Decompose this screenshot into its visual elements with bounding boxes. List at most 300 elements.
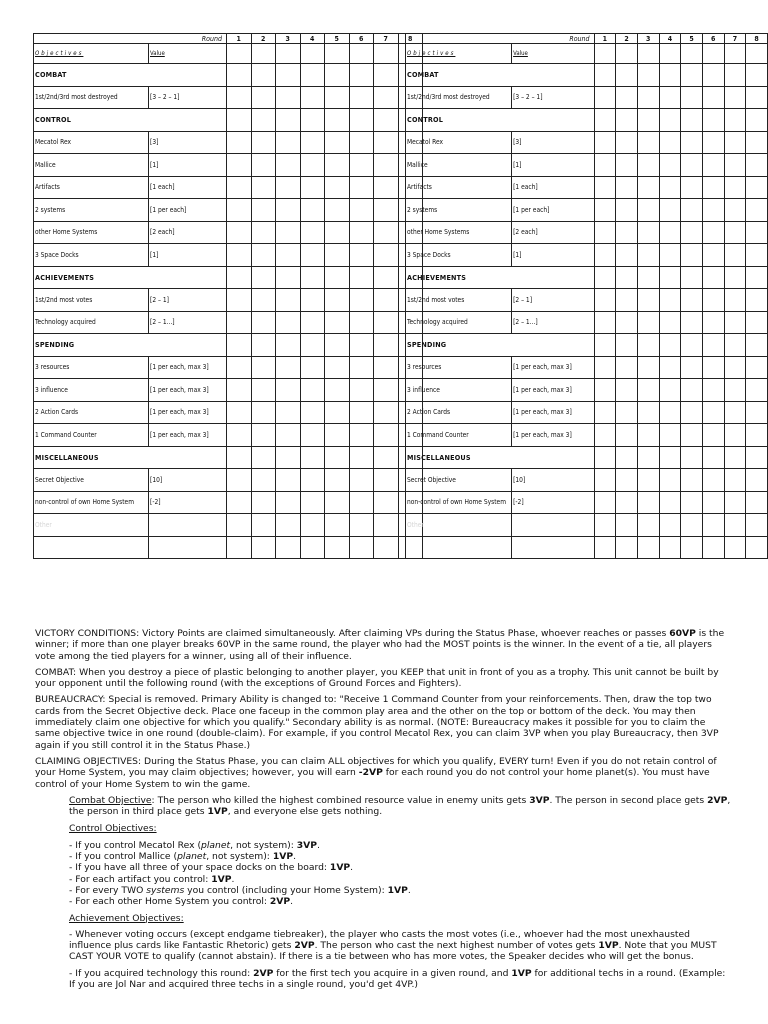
round-cell [637, 131, 659, 154]
round-cell [637, 44, 659, 64]
objective-label: 2 Action Cards [34, 401, 149, 424]
round-cell [616, 469, 638, 492]
round-cell [300, 469, 325, 492]
objective-label: Mallice [34, 154, 149, 177]
round-cell [681, 469, 703, 492]
round-number: 6 [702, 34, 724, 44]
objective-label: 3 Space Docks [34, 244, 149, 267]
round-cell [325, 221, 350, 244]
round-cell [594, 64, 616, 87]
round-number: 8 [398, 34, 423, 44]
round-cell [349, 109, 374, 132]
control-objective-item: - If you control Mecatol Rex (planet, not system): 3VP. [69, 839, 320, 851]
objective-label: other Home Systems [34, 221, 149, 244]
category-row [406, 64, 768, 87]
round-cell [746, 44, 768, 64]
round-cell [637, 491, 659, 514]
round-cell [659, 176, 681, 199]
round-cell [251, 289, 276, 312]
round-cell [276, 44, 301, 64]
objective-label: other Home Systems [406, 221, 512, 244]
round-cell [746, 266, 768, 289]
value-header: Value [512, 44, 594, 64]
category-row [406, 109, 768, 132]
category-label: ACHIEVEMENTS [34, 266, 227, 289]
round-cell [702, 154, 724, 177]
round-cell [724, 356, 746, 379]
round-cell [746, 356, 768, 379]
objective-value: [1 per each] [149, 199, 227, 222]
round-cell [276, 446, 301, 469]
round-cell [251, 109, 276, 132]
control-objective-item: - For every TWO systems you control (including your Home System): 1VP. [69, 884, 411, 896]
achievement-objectives-title: Achievement Objectives: [69, 912, 184, 924]
round-cell [681, 424, 703, 447]
round-cell [637, 64, 659, 87]
round-cell [349, 536, 374, 559]
round-cell [251, 469, 276, 492]
round-cell [616, 424, 638, 447]
objective-row [34, 424, 423, 447]
round-cell [746, 64, 768, 87]
round-cell [637, 289, 659, 312]
objective-value: [1 each] [512, 176, 594, 199]
round-cell [746, 514, 768, 537]
objective-value: [2 – 1...] [512, 311, 594, 334]
round-cell [276, 356, 301, 379]
round-cell [374, 64, 399, 87]
round-cell [681, 244, 703, 267]
round-cell [227, 311, 252, 334]
objective-tracker-right [405, 33, 768, 559]
objective-label: non-control of own Home System [406, 491, 512, 514]
round-cell [702, 109, 724, 132]
round-cell [659, 379, 681, 402]
category-label: CONTROL [34, 109, 227, 132]
round-cell [251, 356, 276, 379]
objective-row [34, 379, 423, 402]
round-cell [300, 446, 325, 469]
round-cell [724, 266, 746, 289]
round-cell [300, 109, 325, 132]
round-cell [594, 131, 616, 154]
objective-row [34, 244, 423, 267]
round-cell [349, 446, 374, 469]
objective-value [512, 514, 594, 537]
round-cell [637, 154, 659, 177]
round-cell [724, 446, 746, 469]
objective-label: Artifacts [406, 176, 512, 199]
round-cell [746, 379, 768, 402]
objective-label: 1st/2nd most votes [34, 289, 149, 312]
round-cell [300, 64, 325, 87]
round-cell [227, 536, 252, 559]
value-header: Value [149, 44, 227, 64]
round-cell [325, 289, 350, 312]
round-cell [637, 311, 659, 334]
round-cell [681, 379, 703, 402]
round-cell [594, 266, 616, 289]
round-cell [276, 244, 301, 267]
round-cell [681, 356, 703, 379]
round-cell [374, 44, 399, 64]
round-cell [724, 401, 746, 424]
round-cell [227, 424, 252, 447]
objective-value [512, 536, 594, 559]
round-cell [659, 514, 681, 537]
category-row [34, 64, 423, 87]
round-cell [616, 311, 638, 334]
round-cell [227, 86, 252, 109]
control-objective-item: - If you have all three of your space docks on the board: 1VP. [69, 862, 354, 874]
objective-row [406, 514, 768, 537]
round-cell [325, 424, 350, 447]
objective-value: [10] [149, 469, 227, 492]
category-row [406, 266, 768, 289]
objective-value: [3] [149, 131, 227, 154]
round-cell [724, 131, 746, 154]
round-cell [300, 356, 325, 379]
round-cell [637, 356, 659, 379]
objective-label: Technology acquired [406, 311, 512, 334]
objective-row [34, 131, 423, 154]
round-cell [616, 131, 638, 154]
round-cell [325, 401, 350, 424]
round-cell [724, 536, 746, 559]
round-number: 3 [637, 34, 659, 44]
objectives-header: Objectives [34, 44, 149, 64]
round-cell [349, 491, 374, 514]
round-cell [616, 266, 638, 289]
round-cell [325, 491, 350, 514]
round-cell [325, 356, 350, 379]
round-cell [251, 221, 276, 244]
round-cell [702, 64, 724, 87]
round-cell [300, 311, 325, 334]
round-header-row [34, 34, 423, 44]
round-cell [374, 491, 399, 514]
round-number: 2 [251, 34, 276, 44]
round-cell [374, 424, 399, 447]
round-number: 2 [616, 34, 638, 44]
round-cell [300, 379, 325, 402]
round-cell [276, 154, 301, 177]
round-cell [659, 64, 681, 87]
round-number: 5 [325, 34, 350, 44]
round-cell [374, 401, 399, 424]
round-cell [300, 514, 325, 537]
round-cell [300, 334, 325, 357]
objective-label [34, 536, 149, 559]
round-cell [594, 86, 616, 109]
round-cell [251, 514, 276, 537]
round-cell [659, 131, 681, 154]
round-cell [251, 446, 276, 469]
objective-value: [2 each] [512, 221, 594, 244]
round-cell [227, 109, 252, 132]
round-cell [702, 536, 724, 559]
round-cell [659, 44, 681, 64]
round-cell [374, 176, 399, 199]
round-cell [702, 266, 724, 289]
round-cell [251, 401, 276, 424]
round-cell [616, 86, 638, 109]
objective-label: 3 influence [406, 379, 512, 402]
round-cell [325, 131, 350, 154]
round-cell [251, 131, 276, 154]
round-cell [325, 64, 350, 87]
round-cell [374, 379, 399, 402]
round-cell [746, 491, 768, 514]
objective-label: 3 resources [406, 356, 512, 379]
round-cell [637, 514, 659, 537]
round-cell [374, 221, 399, 244]
round-cell [659, 536, 681, 559]
round-cell [616, 109, 638, 132]
round-cell [681, 311, 703, 334]
round-cell [374, 86, 399, 109]
round-cell [637, 199, 659, 222]
round-cell [616, 176, 638, 199]
round-cell [659, 424, 681, 447]
objective-row [34, 469, 423, 492]
round-cell [746, 424, 768, 447]
objective-label: Technology acquired [34, 311, 149, 334]
round-cell [227, 154, 252, 177]
round-cell [227, 379, 252, 402]
round-cell [724, 334, 746, 357]
round-cell [349, 401, 374, 424]
rules-text [35, 628, 731, 995]
objective-row [406, 424, 768, 447]
objective-label: Other [34, 514, 149, 537]
control-objective-item: - For each other Home System you control: 2VP. [69, 896, 294, 908]
round-cell [349, 266, 374, 289]
objective-value: [1 per each, max 3] [149, 401, 227, 424]
tech-achievement: - If you acquired technology this round: 2VP for the first tech you acquire in a given round, and 1VP for additional techs in a round. (Example: If you are Jol Nar and acquired three techs in a single round, you'd get 4VP.) [69, 967, 726, 991]
round-cell [724, 199, 746, 222]
bureaucracy-rule: BUREAUCRACY: Special is removed. Primary Ability is changed to: "Receive 1 Command Counter from your reinforcements. Then, draw the top two cards from the Secret Objective deck. Place one faceup in the common play area and the other on the top or bottom of the deck. You may then immediately claim one objective for which you qualify." Secondary ability is as normal. (NOTE: Bureaucracy makes it possible for you to claim the same objective twice in one round (double-claim). For example, if you control Mecatol Rex, you can claim 3VP when you play Bureaucracy, then 3VP again if you still control it in the Status Phase.) [35, 694, 719, 751]
objective-value: [10] [512, 469, 594, 492]
round-cell [616, 244, 638, 267]
round-cell [276, 491, 301, 514]
round-cell [325, 446, 350, 469]
round-cell [681, 44, 703, 64]
round-cell [616, 514, 638, 537]
objective-row [406, 356, 768, 379]
objective-row [406, 289, 768, 312]
round-cell [637, 266, 659, 289]
round-cell [276, 401, 301, 424]
round-cell [746, 221, 768, 244]
round-cell [637, 176, 659, 199]
round-cell [325, 469, 350, 492]
objective-label: 1 Command Counter [34, 424, 149, 447]
round-cell [637, 401, 659, 424]
round-cell [300, 491, 325, 514]
round-cell [594, 289, 616, 312]
round-cell [325, 379, 350, 402]
round-cell [637, 221, 659, 244]
category-row [34, 266, 423, 289]
objective-value: [2 – 1...] [149, 311, 227, 334]
round-cell [659, 86, 681, 109]
objective-label: 3 influence [34, 379, 149, 402]
round-cell [616, 379, 638, 402]
round-cell [325, 311, 350, 334]
round-cell [374, 289, 399, 312]
round-cell [746, 86, 768, 109]
objective-value: [2 – 1] [512, 289, 594, 312]
round-cell [374, 266, 399, 289]
category-label: MISCELLANEOUS [34, 446, 227, 469]
round-cell [746, 131, 768, 154]
round-cell [681, 199, 703, 222]
objective-row [406, 199, 768, 222]
round-cell [702, 401, 724, 424]
round-cell [251, 491, 276, 514]
round-cell [300, 401, 325, 424]
objective-row [406, 244, 768, 267]
round-cell [746, 469, 768, 492]
round-cell [349, 176, 374, 199]
category-row [34, 334, 423, 357]
round-cell [746, 109, 768, 132]
round-cell [681, 334, 703, 357]
round-cell [325, 334, 350, 357]
round-cell [637, 244, 659, 267]
round-cell [227, 176, 252, 199]
round-number: 7 [374, 34, 399, 44]
round-cell [227, 401, 252, 424]
round-cell [251, 266, 276, 289]
round-cell [251, 199, 276, 222]
round-cell [724, 109, 746, 132]
round-number: 4 [300, 34, 325, 44]
objective-value: [1 per each, max 3] [512, 356, 594, 379]
round-cell [746, 176, 768, 199]
round-cell [724, 289, 746, 312]
round-cell [594, 109, 616, 132]
round-cell [616, 401, 638, 424]
round-cell [349, 199, 374, 222]
round-cell [746, 334, 768, 357]
objective-value: [1 per each, max 3] [512, 401, 594, 424]
round-cell [681, 154, 703, 177]
round-cell [349, 514, 374, 537]
category-label: COMBAT [34, 64, 227, 87]
round-cell [251, 424, 276, 447]
round-cell [681, 221, 703, 244]
objective-row [34, 491, 423, 514]
category-label: ACHIEVEMENTS [406, 266, 595, 289]
round-cell [702, 379, 724, 402]
objective-row [34, 311, 423, 334]
round-cell [374, 334, 399, 357]
round-cell [746, 311, 768, 334]
round-cell [349, 334, 374, 357]
round-cell [251, 154, 276, 177]
round-cell [251, 311, 276, 334]
round-cell [251, 379, 276, 402]
round-cell [659, 334, 681, 357]
round-cell [349, 131, 374, 154]
round-cell [227, 221, 252, 244]
round-cell [724, 491, 746, 514]
round-cell [616, 334, 638, 357]
round-cell [724, 221, 746, 244]
round-cell [276, 131, 301, 154]
round-cell [251, 86, 276, 109]
column-header-row [34, 44, 423, 64]
round-cell [659, 289, 681, 312]
objective-label: Mallice [406, 154, 512, 177]
objective-value: [1] [149, 154, 227, 177]
round-cell [227, 266, 252, 289]
round-cell [681, 176, 703, 199]
round-cell [349, 424, 374, 447]
objective-label: 1st/2nd/3rd most destroyed [34, 86, 149, 109]
objective-row [406, 401, 768, 424]
objectives-header: Objectives [406, 44, 512, 64]
objective-label: Other [406, 514, 512, 537]
column-header-row [406, 44, 768, 64]
round-cell [227, 289, 252, 312]
round-cell [300, 199, 325, 222]
round-cell [616, 64, 638, 87]
round-cell [276, 176, 301, 199]
round-cell [659, 401, 681, 424]
round-cell [637, 86, 659, 109]
category-label: COMBAT [406, 64, 595, 87]
round-cell [300, 424, 325, 447]
round-cell [300, 244, 325, 267]
round-cell [702, 311, 724, 334]
round-cell [616, 154, 638, 177]
round-cell [227, 491, 252, 514]
round-cell [325, 536, 350, 559]
round-cell [300, 176, 325, 199]
round-cell [681, 266, 703, 289]
round-cell [374, 199, 399, 222]
round-cell [594, 221, 616, 244]
round-cell [227, 514, 252, 537]
objective-value: [2 each] [149, 221, 227, 244]
round-cell [681, 109, 703, 132]
objective-row [406, 536, 768, 559]
round-cell [724, 64, 746, 87]
round-cell [681, 131, 703, 154]
category-row [406, 446, 768, 469]
objective-row [34, 176, 423, 199]
round-cell [746, 536, 768, 559]
round-cell [702, 86, 724, 109]
round-cell [724, 379, 746, 402]
round-number: 1 [594, 34, 616, 44]
round-cell [659, 446, 681, 469]
round-cell [227, 469, 252, 492]
round-cell [594, 311, 616, 334]
round-cell [681, 401, 703, 424]
objective-row [406, 491, 768, 514]
objective-label [406, 536, 512, 559]
round-cell [702, 44, 724, 64]
objective-value: [1 per each, max 3] [149, 424, 227, 447]
round-cell [724, 44, 746, 64]
round-cell [616, 491, 638, 514]
objective-row [34, 356, 423, 379]
round-cell [374, 311, 399, 334]
